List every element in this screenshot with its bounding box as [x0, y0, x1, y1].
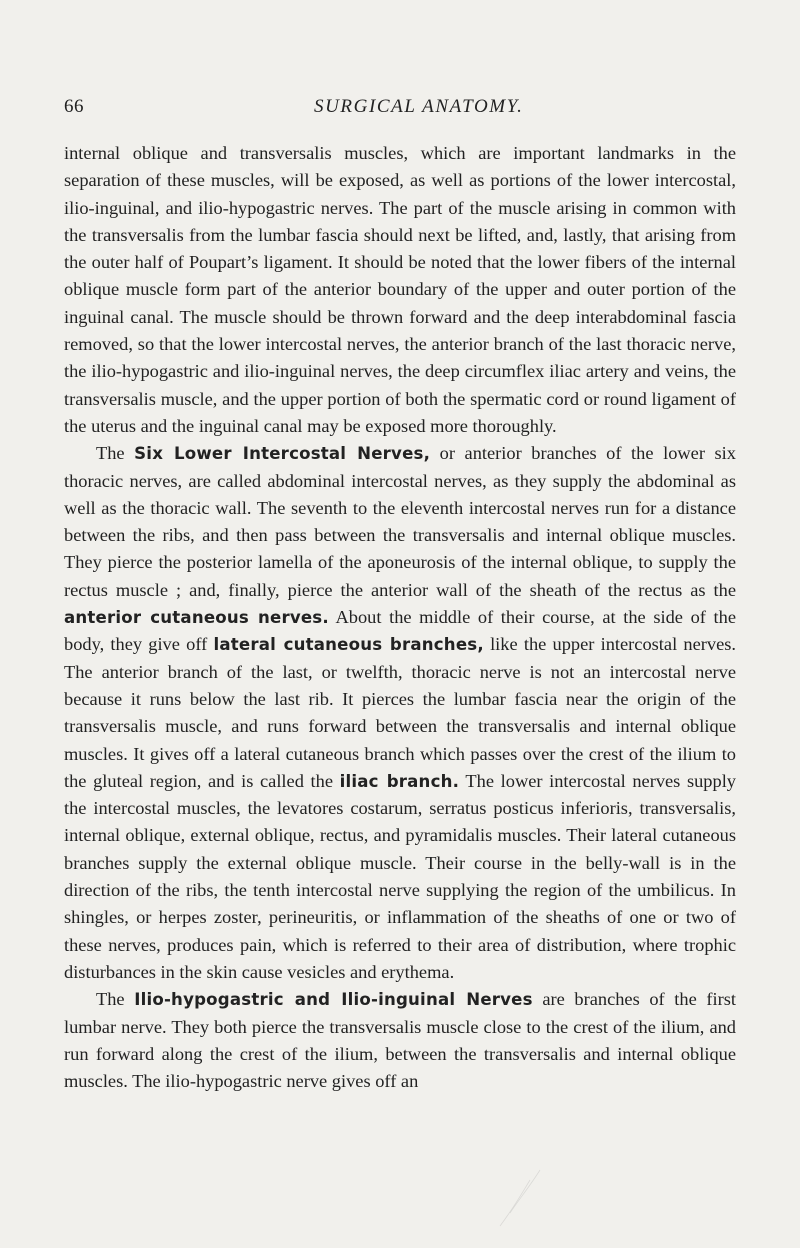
- paragraph-segment: The lower intercostal nerves supply the intercostal muscles, the levatores costarum, serratus posticus inferioris, transversalis, internal oblique, external oblique, rectus, and pyramidalis muscles. Their lateral cutaneous branches supply the external oblique muscle. Their course in the belly-wall is in the direction of the ribs, the tenth intercostal nerve supplying the region of the umbilicus. In shingles, or herpes zoster, perineuritis, or inflammation of the sheaths of one or two of these nerves, produces pain, which is referred to their area of distribution, where trophic disturbances in the skin cause vesicles and erythema.: [64, 770, 736, 982]
- paper-smudge: [480, 1168, 550, 1228]
- term-lateral-cutaneous-branches: lateral cutaneous branches,: [213, 635, 484, 655]
- paragraph-intercostal-nerves: [64, 440, 736, 986]
- paragraph-segment: are branches of the first lumbar nerve. They both pierce the transversalis muscle close to the crest of the ilium, and run forward along the crest of the ilium, between the transversalis and internal oblique muscles. The ilio-hypogastric nerve gives off an: [64, 989, 736, 1092]
- paragraph-segment: like the upper intercostal nerves. The anterior branch of the last, or twelfth, thoracic nerve is not an intercostal nerve because it runs below the last rib. It pierces the lumbar fascia near the origin of the transversalis muscle, and runs forward between the transversalis and internal oblique muscles. It gives off a lateral cutaneous branch which passes over the crest of the ilium to the gluteal region, and is called the: [64, 634, 736, 791]
- term-anterior-cutaneous-nerves: anterior cutaneous nerves.: [64, 608, 329, 628]
- page-header: [64, 96, 736, 126]
- body-text: [64, 140, 736, 1095]
- paragraph-segment: About the middle of their course, at the side of the body, they give off: [64, 607, 736, 655]
- paragraph-intro: The: [96, 443, 135, 464]
- section-heading-intercostal-nerves: Six Lower Intercostal Nerves,: [134, 444, 431, 464]
- page-number: 66: [64, 96, 84, 117]
- term-iliac-branch: iliac branch.: [339, 771, 460, 791]
- paragraph-intro: The: [96, 989, 135, 1010]
- running-title: SURGICAL ANATOMY.: [314, 96, 524, 117]
- paragraph-segment: or anterior branches of the lower six thoracic nerves, are called abdominal intercostal nerves, as they supply the abdominal as well as the thoracic wall. The seventh to the eleventh intercostal nerves run for a distance between the ribs, and then pass between the transversalis and internal oblique muscles. They pierce the posterior lamella of the aponeurosis of the internal oblique, to supply the rectus muscle ; and, finally, pierce the anterior wall of the sheath of the rectus as the: [64, 443, 736, 600]
- paragraph-ilio-nerves: [64, 986, 736, 1095]
- paragraph-continuation: internal oblique and transversalis muscles, which are important landmarks in the separation of these muscles, will be exposed, as well as portions of the lower intercostal, ilio-inguinal, and ilio-hypogastric nerves. The part of the muscle arising in common with the transversalis from the lumbar fascia should next be lifted, and, lastly, that arising from the outer half of Poupart’s ligament. It should be noted that the lower fibers of the internal oblique muscle form part of the anterior boundary of the upper and outer portion of the inguinal canal. The muscle should be thrown forward and the deep interabdominal fascia removed, so that the lower intercostal nerves, the anterior branch of the last thoracic nerve, the ilio-hypogastric and ilio-inguinal nerves, the deep circumflex iliac artery and veins, the transversalis muscle, and the upper portion of both the spermatic cord or round ligament of the uterus and the inguinal canal may be exposed more thoroughly.: [64, 143, 736, 436]
- section-heading-ilio-nerves: Ilio-hypogastric and Ilio-inguinal Nerves: [134, 990, 533, 1010]
